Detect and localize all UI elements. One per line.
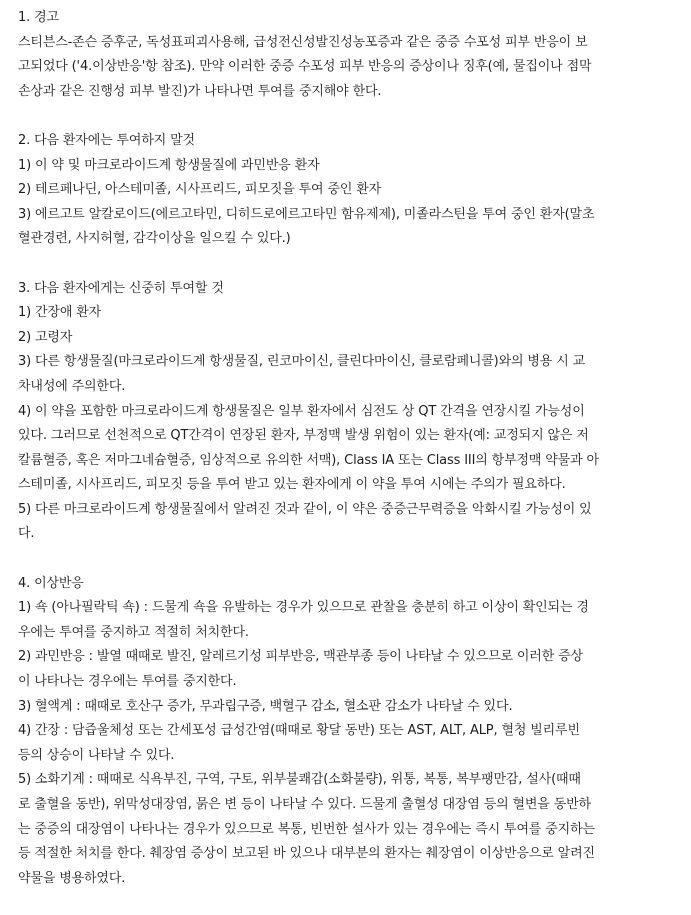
text-line: 3) 에르고트 알칼로이드(에르고타민, 디히드로에르고타민 함유제제), 미졸라스틴을 투여 중인 환자(말초 (18, 206, 595, 222)
section-heading: 2. 다음 환자에는 투여하지 말것 (18, 132, 195, 148)
text-line: 우에는 투여를 중지하고 적절히 처치한다. (18, 624, 249, 640)
section-adverse-reactions (18, 572, 680, 892)
text-line: 스티븐스-존슨 증후군, 독성표피괴사용해, 급성전신성발진성농포증과 같은 중증 수포성 피부 반응이 보 (18, 34, 588, 50)
text-line: 5) 소화기계 : 때때로 식욕부진, 구역, 구토, 위부불쾌감(소화불량), 위통, 복통, 복부팽만감, 설사(때때 (18, 772, 581, 788)
text-line: 고되었다 ('4.이상반응'항 참조). 만약 이러한 중증 수포성 피부 반응의 증상이나 징후(예, 물집이나 점막 (18, 59, 592, 75)
document-body (18, 6, 680, 891)
text-line: 차내성에 주의한다. (18, 378, 126, 394)
text-line: 1) 쇽 (아나필락틱 쇽) : 드물게 쇽을 유발하는 경우가 있으므로 관찰을 충분히 하고 이상이 확인되는 경 (18, 600, 589, 616)
text-line: 3) 다른 항생물질(마크로라이드계 항생물질, 린코마이신, 클린다마이신, 클로람페니콜)와의 병용 시 교 (18, 354, 585, 370)
section-precautions (18, 277, 680, 548)
text-line: 약물을 병용하였다. (18, 870, 126, 886)
text-line: 혈관경련, 사지허혈, 감각이상을 일으킬 수 있다.) (18, 231, 291, 247)
text-line: 3) 혈액계 : 때때로 호산구 증가, 무과립구증, 백혈구 감소, 혈소판 감소가 나타날 수 있다. (18, 698, 513, 714)
section-contraindications (18, 129, 680, 252)
text-line: 4) 이 약을 포함한 마크로라이드계 항생물질은 일부 환자에서 심전도 상 QT 간격을 연장시킬 가능성이 (18, 403, 585, 419)
text-line: 1) 간장애 환자 (18, 305, 102, 321)
text-line: 2) 고령자 (18, 329, 73, 345)
section-heading: 1. 경고 (18, 10, 59, 25)
text-line: 는 중증의 대장염이 나타나는 경우가 있으므로 복통, 빈번한 설사가 있는 경우에는 즉시 투여를 중지하는 (18, 821, 595, 837)
text-line: 손상과 같은 진행성 피부 발진)가 나타나면 투여를 중지해야 한다. (18, 83, 382, 99)
text-line: 있다. 그러므로 선천적으로 QT간격이 연장된 환자, 부정맥 발생 위험이 있는 환자(예: 교정되지 않은 저 (18, 428, 589, 444)
text-line: 2) 테르페나딘, 아스테미졸, 시사프리드, 피모짓을 투여 중인 환자 (18, 182, 382, 198)
text-line: 등 적절한 처치를 한다. 췌장염 증상이 보고된 바 있으나 대부분의 환자는 췌장염이 이상반응으로 알려진 (18, 846, 595, 862)
text-line: 등의 상승이 나타날 수 있다. (18, 747, 175, 763)
text-line: 칼륨혈증, 혹은 저마그네슘혈증, 임상적으로 유의한 서맥), Class IA 또는 Class III의 항부정맥 약물과 아 (18, 452, 599, 468)
section-heading: 4. 이상반응 (18, 575, 84, 591)
text-line: 로 출혈을 동반), 위막성대장염, 묽은 변 등이 나타날 수 있다. 드물게 출혈성 대장염 등의 혈변을 동반하 (18, 797, 591, 812)
text-line: 다. (18, 526, 35, 542)
section-heading: 3. 다음 환자에게는 신중히 투여할 것 (18, 280, 224, 296)
text-line: 스테미졸, 시사프리드, 피모짓 등을 투여 받고 있는 환자에게 이 약을 투여 시에는 주의가 필요하다. (18, 477, 566, 493)
text-line: 1) 이 약 및 마크로라이드계 항생물질에 과민반응 환자 (18, 157, 320, 173)
text-line: 4) 간장 : 담즙울체성 또는 간세포성 급성간염(때때로 황달 동반) 또는 AST, ALT, ALP, 혈청 빌리루빈 (18, 723, 580, 739)
text-line: 5) 다른 마크로라이드계 항생물질에서 알려진 것과 같이, 이 약은 중증근무력증을 악화시킬 가능성이 있 (18, 501, 592, 517)
text-line: 이 나타나는 경우에는 투여를 중지한다. (18, 674, 237, 690)
section-warning (18, 6, 680, 104)
text-line: 2) 과민반응 : 발열 때때로 발진, 알레르기성 피부반응, 맥관부종 등이 나타날 수 있으므로 이러한 증상 (18, 649, 583, 665)
